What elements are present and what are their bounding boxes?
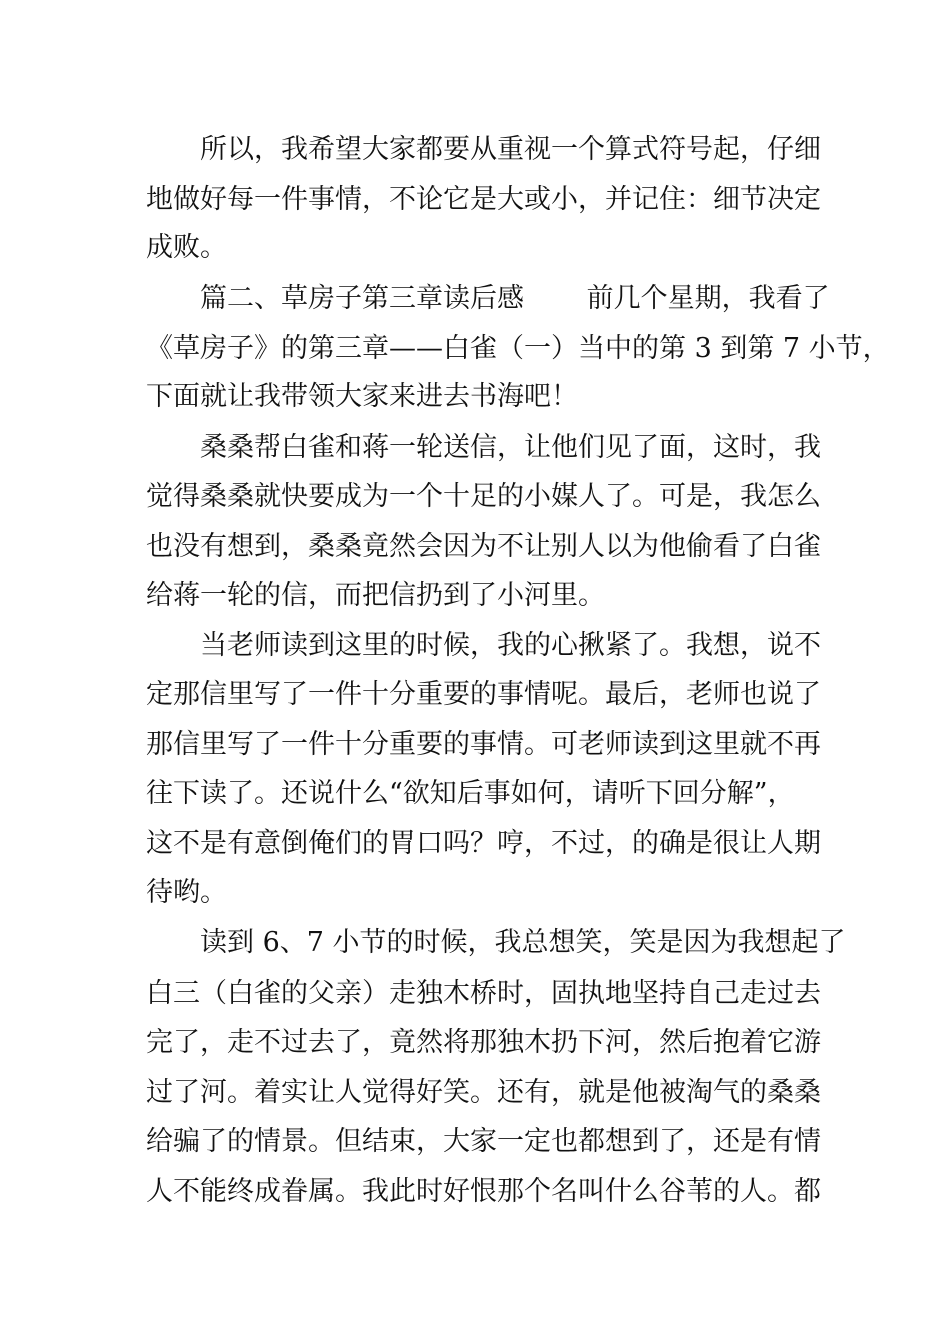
paragraph-4-line-2: 定那信里写了一件十分重要的事情呢。最后，老师也说了 [146, 679, 821, 710]
paragraph-1-line-1: 所以，我希望大家都要从重视一个算式符号起，仔细 [146, 134, 821, 165]
paragraph-1-line-3: 成败。 [146, 232, 227, 263]
paragraph-4-line-6: 待哟。 [146, 877, 227, 908]
paragraph-3-line-1: 桑桑帮白雀和蒋一轮送信，让他们见了面，这时，我 [146, 432, 821, 463]
paragraph-5-line-5: 给骗了的情景。但结束，大家一定也都想到了，还是有情 [146, 1126, 821, 1157]
paragraph-3-line-3: 也没有想到，桑桑竟然会因为不让别人以为他偷看了白雀 [146, 531, 821, 562]
paragraph-2-line-1: 篇二、草房子第三章读后感 前几个星期，我看了 [146, 283, 830, 314]
paragraph-5-line-4: 过了河。着实让人觉得好笑。还有，就是他被淘气的桑桑 [146, 1077, 821, 1108]
paragraph-3-line-4: 给蒋一轮的信，而把信扔到了小河里。 [146, 580, 605, 611]
paragraph-2-line-2: 《草房子》的第三章——白雀（一）当中的第 3 到第 7 小节， [146, 333, 890, 364]
paragraph-4-line-1: 当老师读到这里的时候，我的心揪紧了。我想，说不 [146, 630, 821, 661]
paragraph-4-line-5: 这不是有意倒俺们的胃口吗？哼，不过，的确是很让人期 [146, 828, 821, 859]
paragraph-5-line-1: 读到 6、7 小节的时候，我总想笑，笑是因为我想起了 [146, 927, 846, 958]
paragraph-1-line-2: 地做好每一件事情，不论它是大或小，并记住：细节决定 [146, 184, 821, 215]
paragraph-5-line-2: 白三（白雀的父亲）走独木桥时，固执地坚持自己走过去 [146, 978, 821, 1009]
paragraph-3-line-2: 觉得桑桑就快要成为一个十足的小媒人了。可是，我怎么 [146, 481, 821, 512]
paragraph-4-line-3: 那信里写了一件十分重要的事情。可老师读到这里就不再 [146, 729, 821, 760]
paragraph-5-line-6: 人不能终成眷属。我此时好恨那个名叫什么谷苇的人。都 [146, 1176, 821, 1207]
paragraph-4-line-4: 往下读了。还说什么“欲知后事如何，请听下回分解”， [146, 778, 795, 809]
paragraph-5-line-3: 完了，走不过去了，竟然将那独木扔下河，然后抱着它游 [146, 1027, 821, 1058]
paragraph-2-line-3: 下面就让我带领大家来进去书海吧！ [146, 381, 578, 412]
